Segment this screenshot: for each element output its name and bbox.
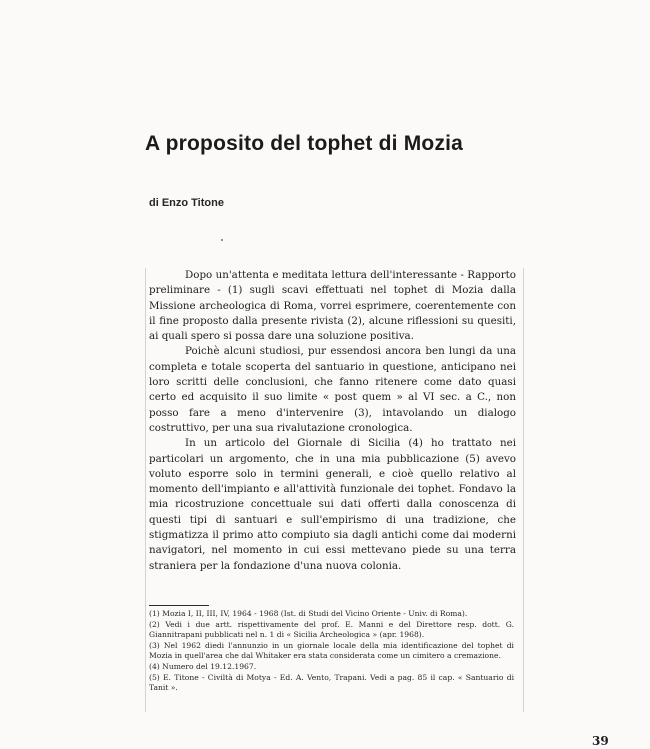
footnote-divider — [149, 605, 209, 606]
footnote: (5) E. Titone - Civiltà di Motya - Ed. A. Vento, Trapani. Vedi a pag. 85 il cap. « Santuario di Tanit ». — [149, 672, 514, 693]
article-title: A proposito del tophet di Mozia — [145, 132, 464, 155]
footnote: (4) Numero del 19.12.1967. — [149, 661, 257, 671]
body-paragraph: In un articolo del Giornale di Sicilia (4) ho trattato nei particolari un argomento, che in una mia pubblicazione (5) avevo voluto esporre solo in termini generali, e cioè quello relativo al momento dell'impianto e all'attività funzionale dei tophet. Fondavo la mia ricostruzione concettuale sui dati offerti dalla conoscenza di questi tipi di santuari e sull'empirismo di una tradizione, che stigmatizza il primo atto compiuto sia dagli antichi come dai moderni navigatori, nel momento in cui essi mettevano piede su una terra straniera per la fondazione d'una nuova colonia. — [149, 437, 516, 572]
footnotes — [149, 609, 514, 694]
footnote: (1) Mozia I, II, III, IV, 1964 - 1968 (Ist. di Studi del Vicino Oriente - Univ. di Roma). — [149, 609, 468, 618]
footnote: (3) Nel 1962 diedi l'annunzio in un giornale locale della mia identificazione del tophet di Mozia in quell'area che dal Whitaker era stata considerata come un cimitero a cremazione. — [149, 640, 514, 661]
body-paragraph: Poichè alcuni studiosi, pur essendosi ancora ben lungi da una completa e totale scoperta del santuario in questione, anticipano nei loro scritti delle conclusioni, che fanno ritenere come dato quasi certo ed acquisito il suo limite « post quem » al VI sec. a C., non posso fare a meno d'intervenire (3), intavolando un dialogo costruttivo, per una sua rivalutazione cronologica. — [149, 345, 516, 434]
main-text — [146, 268, 516, 574]
page-number: 39 — [592, 734, 609, 748]
body-paragraph: Dopo un'attenta e meditata lettura dell'interessante - Rapporto preliminare - (1) sugli scavi effettuati nel tophet di Mozia dalla Missione archeologica di Roma, vorrei esprimere, coerentemente con il fine proposto dalla presente rivista (2), alcune riflessioni su quesiti, ai quali spero si possa dare una soluzione positiva. — [149, 269, 516, 343]
footnote: (2) Vedi i due artt. rispettivamente del prof. E. Manni e del Direttore resp. dott. G. Giannitrapani pubblicati nel n. 1 di « Sicilia Archeologica » (apr. 1968). — [149, 619, 514, 640]
author-byline: di Enzo Titone — [149, 197, 224, 209]
article-body — [145, 268, 524, 712]
page-speck — [221, 239, 223, 241]
